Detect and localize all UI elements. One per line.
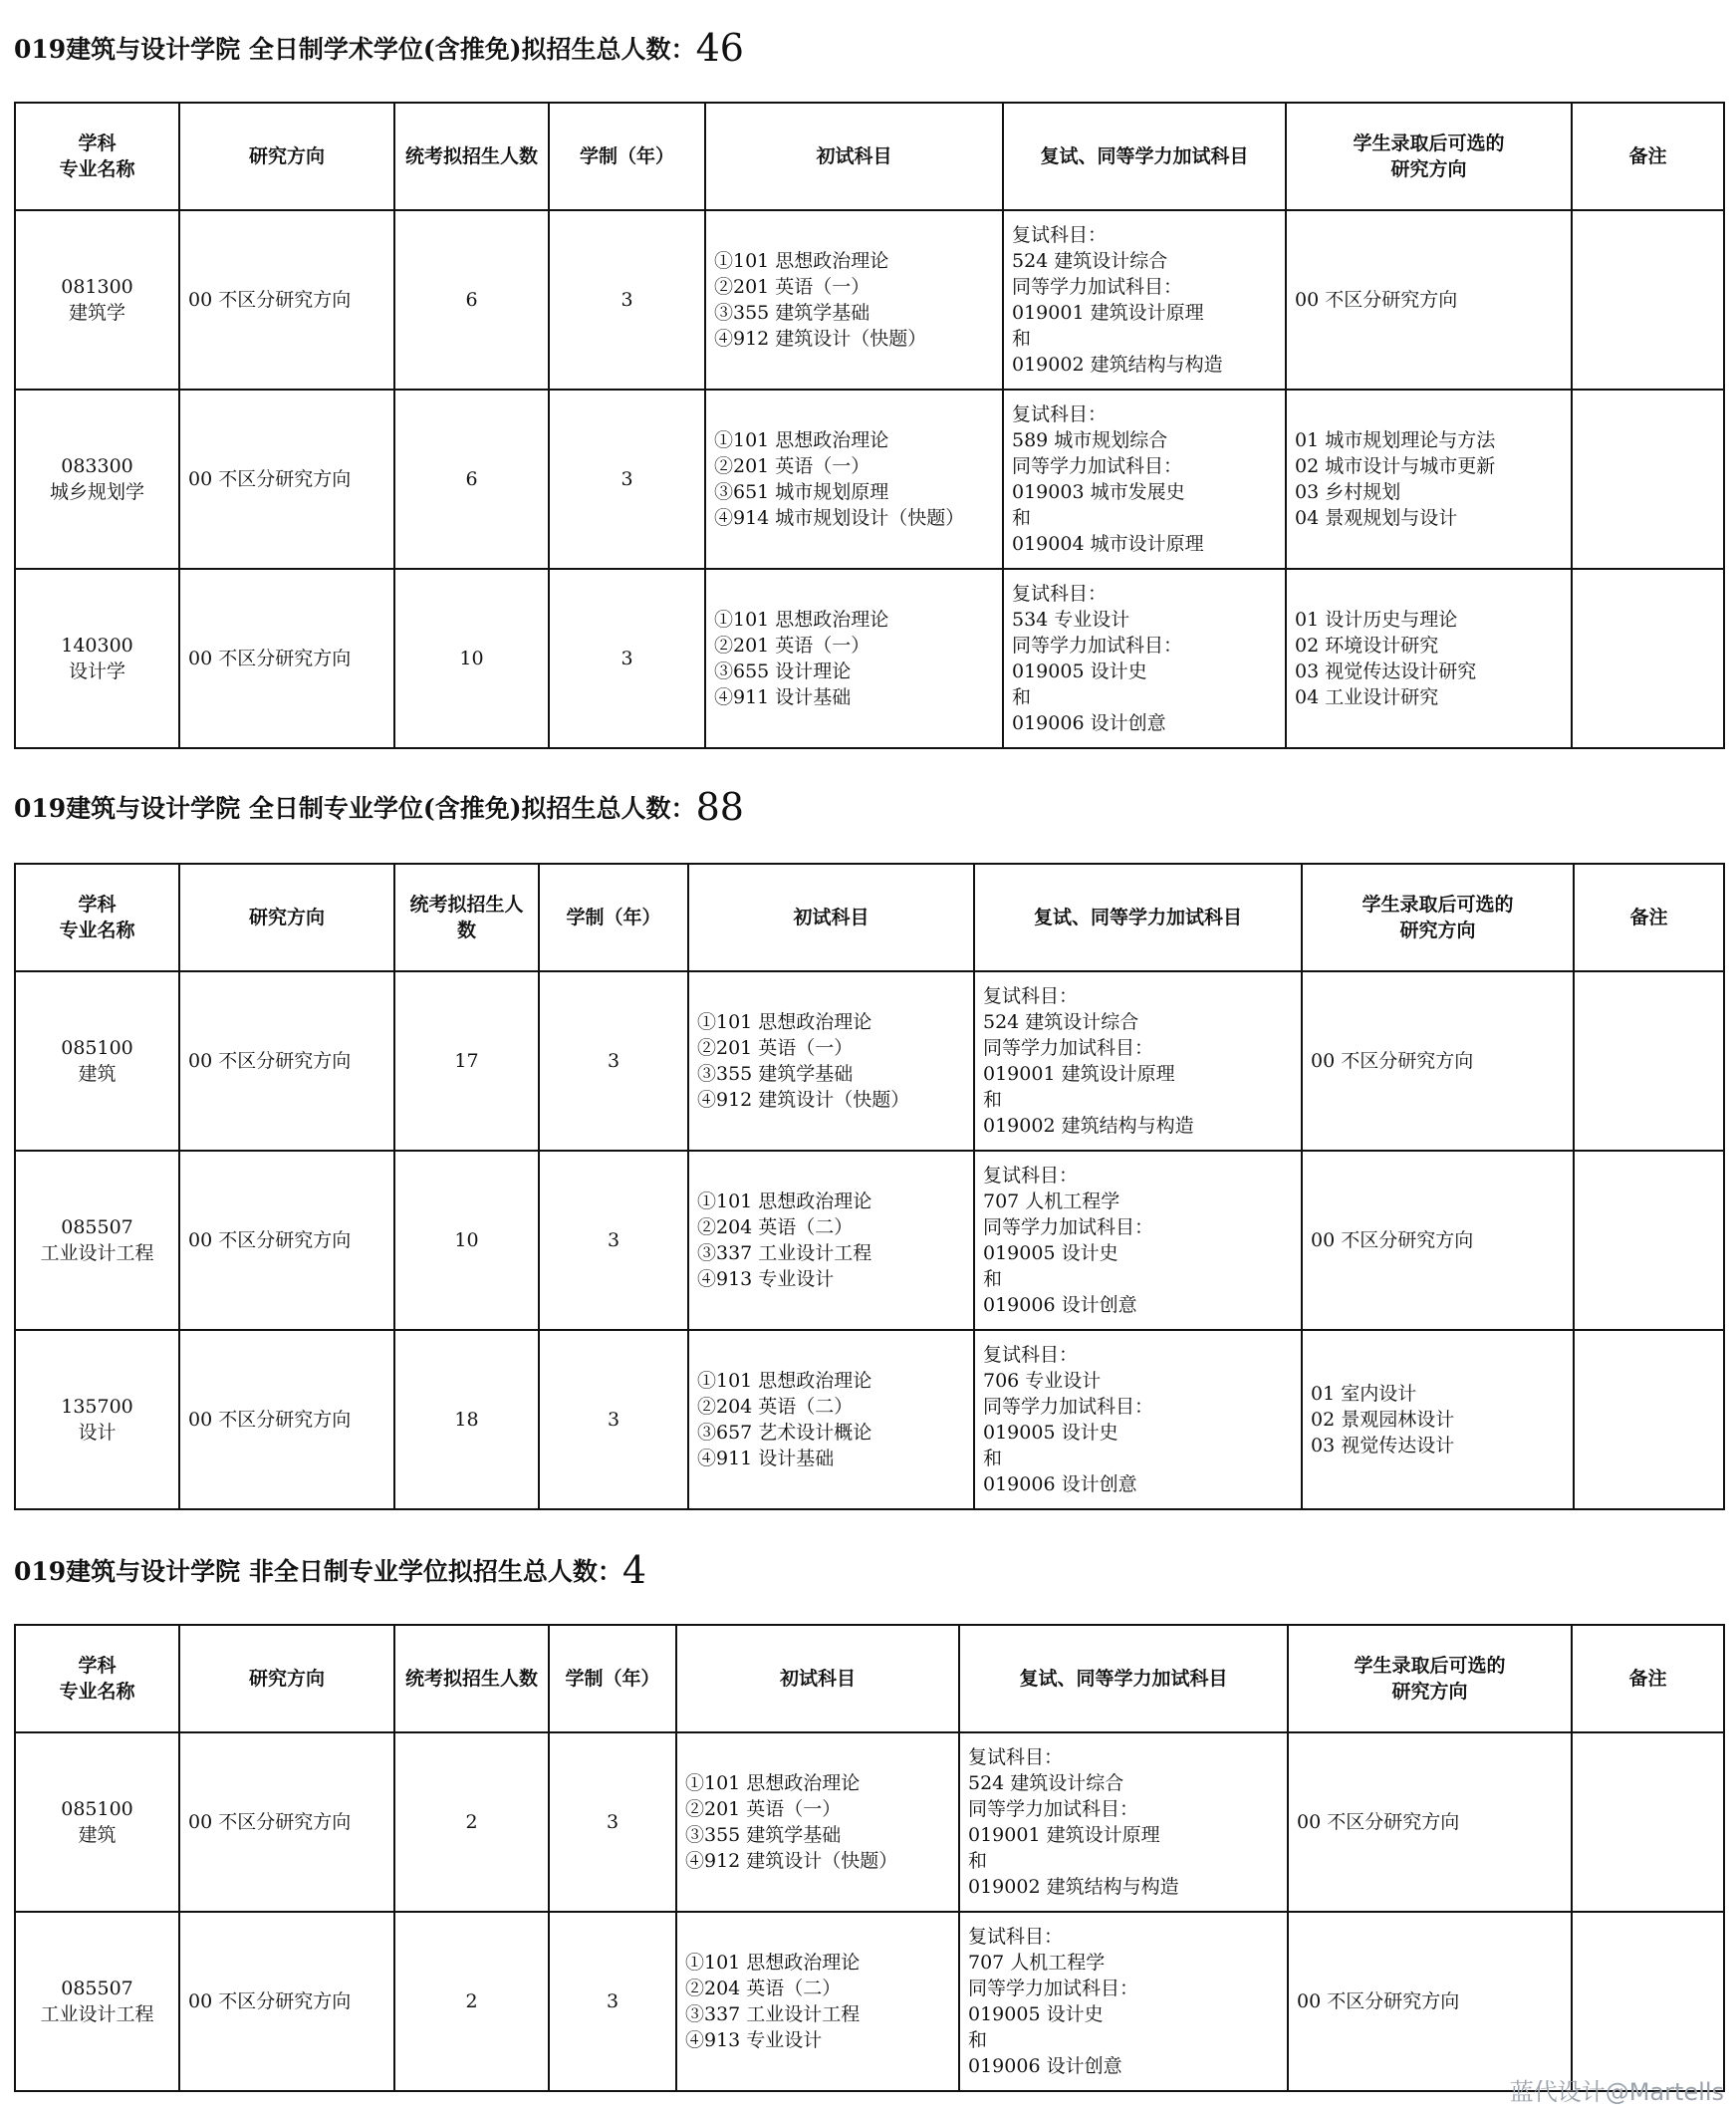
optional-direction-cell: 00 不区分研究方向 [1288,1912,1572,2091]
header-quota: 统考拟招生人数 [394,1625,549,1732]
header-years: 学制（年） [549,103,705,210]
header-remark: 备注 [1574,864,1724,971]
table-row [15,1912,1724,2091]
header-direction: 研究方向 [179,103,394,210]
quota-cell: 10 [394,1151,539,1330]
direction-cell: 00 不区分研究方向 [179,210,394,390]
section-title: 019建筑与设计学院 非全日制专业学位拟招生总人数：4 [14,1548,647,1592]
header-row [15,1625,1724,1732]
total-count: 4 [621,1548,647,1592]
exam-subjects-cell: ①101 思想政治理论 ②204 英语（二） ③337 工业设计工程 ④913 专业设计 [688,1151,974,1330]
direction-cell: 00 不区分研究方向 [179,1151,394,1330]
table-row [15,569,1724,748]
header-exam: 初试科目 [705,103,1003,210]
major-cell: 085100 建筑 [15,1732,179,1912]
remark-cell [1572,210,1724,390]
years-cell: 3 [539,971,688,1151]
header-row [15,864,1724,971]
header-years: 学制（年） [549,1625,676,1732]
header-optional: 学生录取后可选的 研究方向 [1286,103,1572,210]
years-cell: 3 [549,569,705,748]
retest-subjects-cell: 复试科目： 707 人机工程学 同等学力加试科目： 019005 设计史 和 019006 设计创意 [974,1151,1302,1330]
major-cell: 135700 设计 [15,1330,179,1509]
years-cell: 3 [549,390,705,569]
section-title: 019建筑与设计学院 全日制专业学位(含推免)拟招生总人数：88 [14,785,744,829]
quota-cell: 6 [394,390,549,569]
header-row [15,103,1724,210]
remark-cell [1574,1151,1724,1330]
header-exam: 初试科目 [688,864,974,971]
remark-cell [1574,1330,1724,1509]
remark-cell [1572,390,1724,569]
header-retest: 复试、同等学力加试科目 [974,864,1302,971]
major-cell: 085100 建筑 [15,971,179,1151]
retest-subjects-cell: 复试科目： 706 专业设计 同等学力加试科目： 019005 设计史 和 019006 设计创意 [974,1330,1302,1509]
remark-cell [1572,1732,1724,1912]
header-remark: 备注 [1572,103,1724,210]
remark-cell [1574,971,1724,1151]
exam-subjects-cell: ①101 思想政治理论 ②201 英语（一） ③655 设计理论 ④911 设计基础 [705,569,1003,748]
quota-cell: 2 [394,1912,549,2091]
major-cell: 085507 工业设计工程 [15,1912,179,2091]
header-optional: 学生录取后可选的 研究方向 [1302,864,1574,971]
header-direction: 研究方向 [179,1625,394,1732]
header-direction: 研究方向 [179,864,394,971]
exam-subjects-cell: ①101 思想政治理论 ②204 英语（二） ③657 艺术设计概论 ④911 设计基础 [688,1330,974,1509]
header-optional: 学生录取后可选的 研究方向 [1288,1625,1572,1732]
quota-cell: 2 [394,1732,549,1912]
optional-direction-cell: 01 设计历史与理论 02 环境设计研究 03 视觉传达设计研究 04 工业设计研究 [1286,569,1572,748]
table-row [15,1151,1724,1330]
years-cell: 3 [539,1330,688,1509]
direction-cell: 00 不区分研究方向 [179,1732,394,1912]
exam-subjects-cell: ①101 思想政治理论 ②201 英语（一） ③355 建筑学基础 ④912 建筑设计（快题） [688,971,974,1151]
direction-cell: 00 不区分研究方向 [179,390,394,569]
years-cell: 3 [549,1732,676,1912]
table-row [15,1330,1724,1509]
header-exam: 初试科目 [676,1625,959,1732]
optional-direction-cell: 01 室内设计 02 景观园林设计 03 视觉传达设计 [1302,1330,1574,1509]
enrollment-table [14,102,1725,749]
header-remark: 备注 [1572,1625,1724,1732]
exam-subjects-cell: ①101 思想政治理论 ②201 英语（一） ③355 建筑学基础 ④912 建筑设计（快题） [676,1732,959,1912]
header-major: 学科 专业名称 [15,103,179,210]
optional-direction-cell: 00 不区分研究方向 [1286,210,1572,390]
header-major: 学科 专业名称 [15,1625,179,1732]
remark-cell [1572,1912,1724,2091]
optional-direction-cell: 00 不区分研究方向 [1288,1732,1572,1912]
direction-cell: 00 不区分研究方向 [179,569,394,748]
years-cell: 3 [549,210,705,390]
table-row [15,210,1724,390]
optional-direction-cell: 01 城市规划理论与方法 02 城市设计与城市更新 03 乡村规划 04 景观规划与设计 [1286,390,1572,569]
optional-direction-cell: 00 不区分研究方向 [1302,1151,1574,1330]
major-cell: 083300 城乡规划学 [15,390,179,569]
enrollment-table [14,1624,1725,2092]
quota-cell: 10 [394,569,549,748]
retest-subjects-cell: 复试科目： 707 人机工程学 同等学力加试科目： 019005 设计史 和 019006 设计创意 [959,1912,1288,2091]
header-quota: 统考拟招生人数 [394,864,539,971]
quota-cell: 18 [394,1330,539,1509]
enrollment-table [14,863,1725,1510]
total-count: 88 [695,785,744,829]
header-major: 学科 专业名称 [15,864,179,971]
years-cell: 3 [539,1151,688,1330]
retest-subjects-cell: 复试科目： 524 建筑设计综合 同等学力加试科目： 019001 建筑设计原理 和 019002 建筑结构与构造 [1003,210,1286,390]
header-quota: 统考拟招生人数 [394,103,549,210]
table-row [15,1732,1724,1912]
remark-cell [1572,569,1724,748]
direction-cell: 00 不区分研究方向 [179,971,394,1151]
watermark: 蓝代设计@Martells [1509,2078,1724,2106]
header-retest: 复试、同等学力加试科目 [1003,103,1286,210]
header-years: 学制（年） [539,864,688,971]
quota-cell: 17 [394,971,539,1151]
quota-cell: 6 [394,210,549,390]
retest-subjects-cell: 复试科目： 524 建筑设计综合 同等学力加试科目： 019001 建筑设计原理 和 019002 建筑结构与构造 [959,1732,1288,1912]
header-retest: 复试、同等学力加试科目 [959,1625,1288,1732]
table-row [15,390,1724,569]
retest-subjects-cell: 复试科目： 534 专业设计 同等学力加试科目： 019005 设计史 和 019006 设计创意 [1003,569,1286,748]
direction-cell: 00 不区分研究方向 [179,1912,394,2091]
total-count: 46 [695,26,744,70]
major-cell: 140300 设计学 [15,569,179,748]
exam-subjects-cell: ①101 思想政治理论 ②201 英语（一） ③355 建筑学基础 ④912 建筑设计（快题） [705,210,1003,390]
exam-subjects-cell: ①101 思想政治理论 ②201 英语（一） ③651 城市规划原理 ④914 城市规划设计（快题） [705,390,1003,569]
table-row [15,971,1724,1151]
retest-subjects-cell: 复试科目： 589 城市规划综合 同等学力加试科目： 019003 城市发展史 和 019004 城市设计原理 [1003,390,1286,569]
section-title: 019建筑与设计学院 全日制学术学位(含推免)拟招生总人数：46 [14,26,744,70]
exam-subjects-cell: ①101 思想政治理论 ②204 英语（二） ③337 工业设计工程 ④913 专业设计 [676,1912,959,2091]
major-cell: 085507 工业设计工程 [15,1151,179,1330]
optional-direction-cell: 00 不区分研究方向 [1302,971,1574,1151]
retest-subjects-cell: 复试科目： 524 建筑设计综合 同等学力加试科目： 019001 建筑设计原理 和 019002 建筑结构与构造 [974,971,1302,1151]
major-cell: 081300 建筑学 [15,210,179,390]
years-cell: 3 [549,1912,676,2091]
direction-cell: 00 不区分研究方向 [179,1330,394,1509]
